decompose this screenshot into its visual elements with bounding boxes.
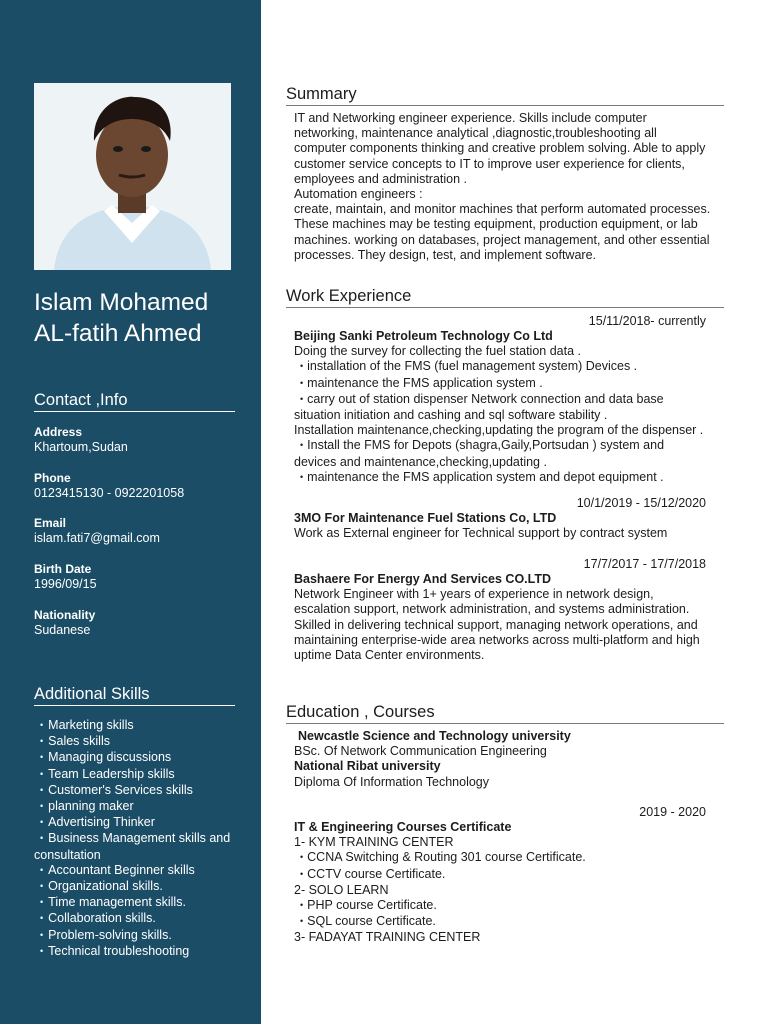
skill-item: • Marketing skills: [34, 718, 246, 734]
skill-item: • Advertising Thinker: [34, 815, 246, 831]
summary-line: create, maintain, and monitor machines that perform automated processes.: [294, 202, 711, 217]
degree: BSc. Of Network Communication Engineering: [294, 744, 547, 759]
courses-title: IT & Engineering Courses Certificate: [294, 820, 512, 834]
name-line-2: AL-fatih Ahmed: [34, 320, 202, 347]
job-line: situation initiation and cashing and sql software stability .: [294, 408, 608, 423]
summary-line: computer components thinking and creative problem solving. Able to apply: [294, 141, 706, 156]
summary-line: employees and administration .: [294, 171, 468, 186]
job-line: uptime Data Center environments.: [294, 648, 485, 663]
job-entry: [294, 511, 719, 541]
contact-label: Birth Date: [34, 562, 92, 576]
skill-item: • Sales skills: [34, 734, 246, 750]
skills-heading: Additional Skills: [34, 684, 235, 706]
skill-item: • Time management skills.: [34, 895, 246, 911]
job-line: • maintenance the FMS application system and depot equipment .: [294, 470, 719, 486]
work-heading: Work Experience: [286, 286, 724, 308]
profile-photo: [34, 83, 231, 270]
course-line: • PHP course Certificate.: [294, 898, 719, 914]
contact-phone: [34, 471, 244, 501]
contact-nationality: [34, 608, 244, 638]
job-line: • installation of the FMS (fuel management system) Devices .: [294, 359, 719, 375]
job-date: 10/1/2019 - 15/12/2020: [576, 496, 706, 510]
contact-address: [34, 425, 244, 455]
summary-line: networking, maintenance analytical ,diagnostic,troubleshooting all: [294, 126, 657, 141]
contact-value: 0123415130 - 0922201058: [34, 486, 185, 500]
summary-text: [294, 111, 719, 263]
education-entries: [294, 729, 719, 790]
contact-label: Email: [34, 516, 67, 530]
job-line: • Install the FMS for Depots (shagra,Gaily,Portsudan ) system and: [294, 438, 719, 454]
summary-line: Automation engineers :: [294, 187, 423, 202]
contact-label: Nationality: [34, 608, 96, 622]
skill-item: • Team Leadership skills: [34, 767, 246, 783]
job-entry: [294, 572, 719, 663]
skill-item: • Collaboration skills.: [34, 911, 246, 927]
job-line: Installation maintenance,checking,updating the program of the dispenser .: [294, 423, 704, 438]
contact-label: Address: [34, 425, 83, 439]
job-company: Beijing Sanki Petroleum Technology Co Ltd: [294, 329, 553, 343]
skill-item: • Customer's Services skills: [34, 783, 246, 799]
candidate-name: [34, 287, 249, 349]
courses-date: 2019 - 2020: [639, 805, 706, 819]
skill-item: • planning maker: [34, 799, 246, 815]
course-line: • CCTV course Certificate.: [294, 867, 719, 883]
skill-item: • Accountant Beginner skills: [34, 863, 246, 879]
job-entry: [294, 329, 719, 486]
education-heading: Education , Courses: [286, 702, 724, 724]
course-line: 1- KYM TRAINING CENTER: [294, 835, 454, 850]
skill-item: • Managing discussions: [34, 750, 246, 766]
job-line: Doing the survey for collecting the fuel station data .: [294, 344, 581, 359]
skills-list: [34, 718, 246, 960]
course-line: • SQL course Certificate.: [294, 914, 719, 930]
school-name: Newcastle Science and Technology university: [298, 729, 571, 743]
summary-line: These machines may be testing equipment, production equipment, or lab: [294, 217, 698, 232]
job-line: escalation support, network administration, and systems administration.: [294, 602, 690, 617]
job-company: 3MO For Maintenance Fuel Stations Co, LTD: [294, 511, 557, 525]
job-line: maintaining enterprise-wide area networks across multi-platform and high: [294, 632, 700, 647]
job-date: 17/7/2017 - 17/7/2018: [583, 557, 706, 571]
course-line: 2- SOLO LEARN: [294, 882, 389, 897]
job-line: Skilled in delivering technical support, managing network operations, and: [294, 617, 698, 632]
summary-line: customer service concepts to IT to improve user experience for clients,: [294, 156, 685, 171]
course-line: 3- FADAYAT TRAINING CENTER: [294, 930, 481, 945]
job-line: • maintenance the FMS application system .: [294, 376, 719, 392]
contact-value: islam.fati7@gmail.com: [34, 531, 160, 545]
sidebar: [0, 0, 261, 1024]
courses-entry: [294, 820, 719, 946]
contact-value: Khartoum,Sudan: [34, 440, 128, 454]
skill-item: • Business Management skills and: [34, 831, 246, 847]
job-company: Bashaere For Energy And Services CO.LTD: [294, 572, 552, 586]
name-line-1: Islam Mohamed: [34, 289, 209, 316]
job-line: devices and maintenance,checking,updating .: [294, 454, 547, 469]
job-line: Network Engineer with 1+ years of experience in network design,: [294, 587, 654, 602]
contact-heading: Contact ,Info: [34, 390, 235, 412]
skill-item: • Organizational skills.: [34, 879, 246, 895]
skill-item-continuation: consultation: [34, 847, 101, 862]
skill-item: • Problem-solving skills.: [34, 928, 246, 944]
summary-line: processes. They design, test, and implement software.: [294, 247, 597, 262]
school-name: National Ribat university: [294, 759, 441, 774]
contact-value: Sudanese: [34, 623, 91, 637]
contact-birth-date: [34, 562, 244, 592]
contact-value: 1996/09/15: [34, 577, 97, 591]
summary-heading: Summary: [286, 84, 724, 106]
summary-line: IT and Networking engineer experience. Skills include computer: [294, 111, 647, 125]
job-date: 15/11/2018- currently: [588, 314, 706, 328]
job-line: • carry out of station dispenser Network connection and data base: [294, 392, 719, 408]
contact-label: Phone: [34, 471, 71, 485]
degree: Diploma Of Information Technology: [294, 774, 490, 789]
course-line: • CCNA Switching & Routing 301 course Certificate.: [294, 850, 719, 866]
job-line: Work as External engineer for Technical support by contract system: [294, 526, 668, 541]
contact-email: [34, 516, 244, 546]
summary-line: machines. working on databases, project management, and other essential: [294, 232, 710, 247]
skill-item: • Technical troubleshooting: [34, 944, 246, 960]
